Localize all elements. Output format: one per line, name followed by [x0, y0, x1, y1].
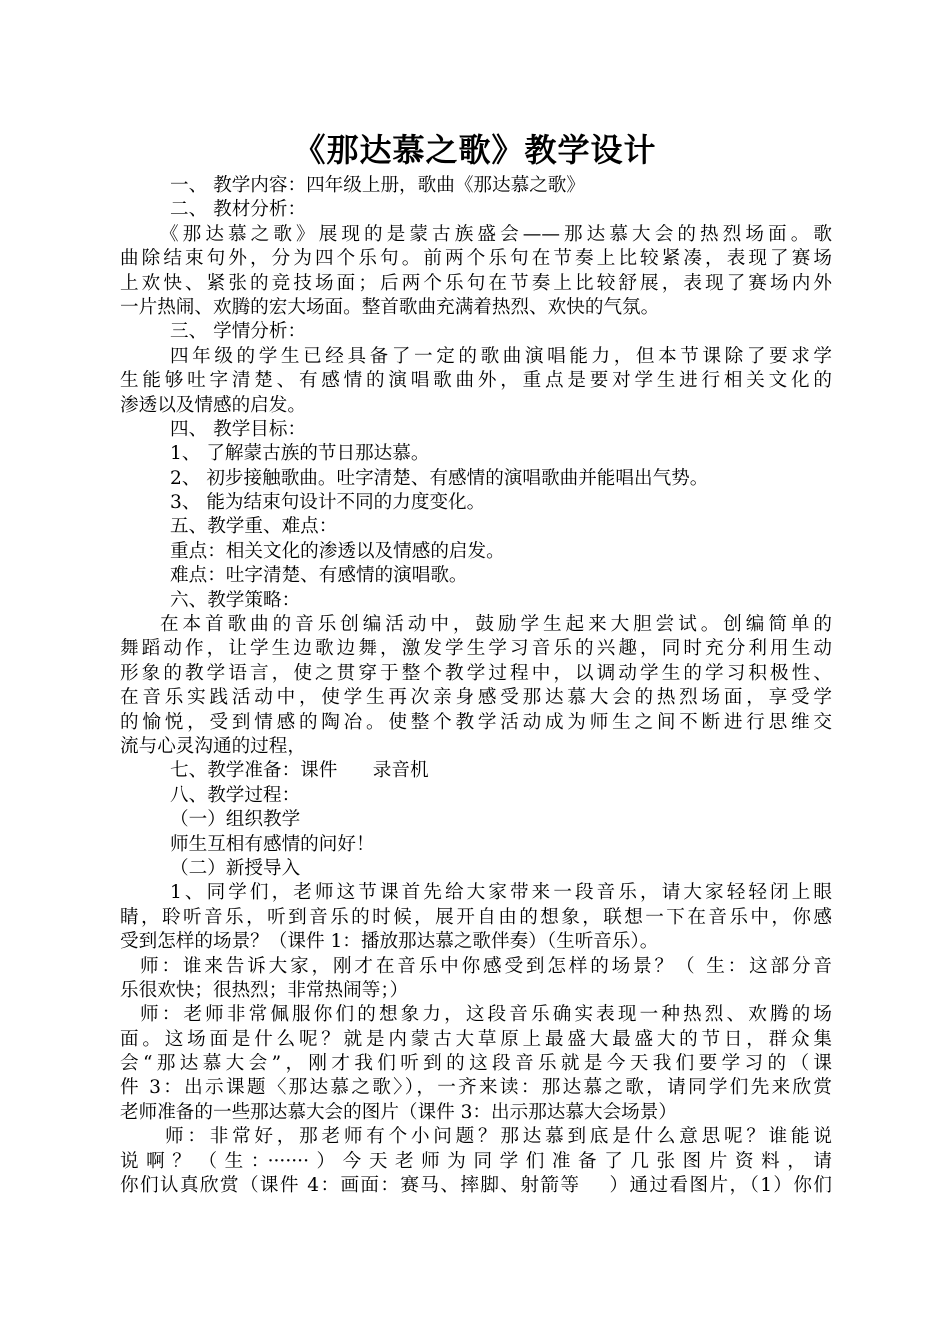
paragraph-line: 乐很欢快；很热烈；非常热闹等；） — [120, 979, 409, 1001]
paragraph-line: 师：谁来告诉大家，刚才在音乐中你感受到怎样的场景？（ 生：这部分音 — [140, 955, 832, 977]
paragraph-line: 《那达慕之歌》展现的是蒙古族盛会——那达慕大会的热烈场面。歌 — [160, 223, 832, 245]
paragraph-line: 流与心灵沟通的过程， — [120, 735, 306, 757]
section-heading: 四、 教学目标： — [170, 418, 307, 440]
document-body — [120, 174, 832, 1198]
paragraph-line: 渗透以及情感的启发。 — [120, 394, 306, 416]
section-heading: 五、教学重、难点： — [170, 516, 338, 538]
paragraph-line: 在本首歌曲的音乐创编活动中，鼓励学生起来大胆尝试。创编简单的 — [160, 614, 832, 636]
paragraph-line: 一片热闹、欢腾的宏大场面。整首歌曲充满着热烈、欢快的气氛。 — [120, 296, 660, 318]
paragraph-line: 在音乐实践活动中，使学生再次亲身感受那达慕大会的热烈场面，享受学 — [120, 687, 832, 709]
paragraph-line: 老师准备的一些那达慕大会的图片（课件 3：出示那达慕大会场景） — [120, 1101, 677, 1123]
section-heading: 二、 教材分析： — [170, 199, 307, 221]
paragraph-line: 生能够吐字清楚、有感情的演唱歌曲外，重点是要对学生进行相关文化的 — [120, 370, 832, 392]
paragraph-line: 面。这场面是什么呢？就是内蒙古大草原上最盛大最盛大的节日，群众集 — [120, 1028, 832, 1050]
paragraph-line: 受到怎样的场景？（课件 1：播放那达慕之歌伴奏）（生听音乐）。 — [120, 931, 659, 953]
subsection-heading: （二）新授导入 — [170, 857, 301, 879]
paragraph-line: 师：非常好，那老师有个小问题？那达慕到底是什么意思呢？谁能说 — [165, 1126, 832, 1148]
section-heading: 七、教学准备：课件 录音机 — [170, 760, 429, 782]
paragraph-line: 的愉悦，受到情感的陶冶。使整个教学活动成为师生之间不断进行思维交 — [120, 711, 832, 733]
document-title: 《那达慕之歌》教学设计 — [293, 131, 657, 169]
paragraph-line: 你们认真欣赏（课件 4：画面：赛马、摔脚、射箭等 ）通过看图片，（1）你们 — [120, 1175, 832, 1197]
paragraph-line: 难点：吐字清楚、有感情的演唱歌。 — [170, 565, 468, 587]
paragraph-line: 1、同学们，老师这节课首先给大家带来一段音乐，请大家轻轻闭上眼 — [170, 882, 832, 904]
paragraph-line: 件 3：出示课题〈那达慕之歌〉），一齐来读：那达慕之歌，请同学们先来欣赏 — [120, 1077, 832, 1099]
paragraph-line: 会“那达慕大会”，刚才我们听到的这段音乐就是今天我们要学习的（课 — [120, 1053, 832, 1075]
section-heading: 三、 学情分析： — [170, 321, 307, 343]
paragraph-line: 师生互相有感情的问好！ — [170, 833, 375, 855]
paragraph-line: 舞蹈动作，让学生边歌边舞，激发学生学习音乐的兴趣，同时充分利用生动 — [120, 638, 832, 660]
paragraph-line: 四年级的学生已经具备了一定的歌曲演唱能力，但本节课除了要求学 — [170, 345, 832, 367]
paragraph-line: 重点：相关文化的渗透以及情感的启发。 — [170, 540, 505, 562]
paragraph-line: 师：老师非常佩服你们的想象力，这段音乐确实表现一种热烈、欢腾的场 — [140, 1004, 832, 1026]
paragraph-line: 说啊？（生：·······）今天老师为同学们准备了几张图片资料，请 — [120, 1150, 832, 1172]
section-heading: 六、教学策略： — [170, 589, 301, 611]
list-item: 2、 初步接触歌曲。吐字清楚、有感情的演唱歌曲并能唱出气势。 — [170, 467, 709, 489]
list-item: 3、 能为结束句设计不同的力度变化。 — [170, 492, 486, 514]
subsection-heading: （一）组织教学 — [170, 809, 301, 831]
section-heading: 八、教学过程： — [170, 784, 301, 806]
list-item: 1、 了解蒙古族的节日那达慕。 — [170, 443, 430, 465]
section-heading: 一、 教学内容：四年级上册，歌曲《那达慕之歌》 — [170, 175, 585, 196]
paragraph-line: 曲除结束句外，分为四个乐句。前两个乐句在节奏上比较紧凑，表现了赛场 — [120, 248, 832, 270]
paragraph-line: 睛，聆听音乐，听到音乐的时候，展开自由的想象，联想一下在音乐中，你感 — [120, 906, 832, 928]
paragraph-line: 形象的教学语言，使之贯穿于整个教学过程中，以调动学生的学习积极性、 — [120, 662, 832, 684]
paragraph-line: 上欢快、紧张的竞技场面；后两个乐句在节奏上比较舒展，表现了赛场内外 — [120, 272, 832, 294]
